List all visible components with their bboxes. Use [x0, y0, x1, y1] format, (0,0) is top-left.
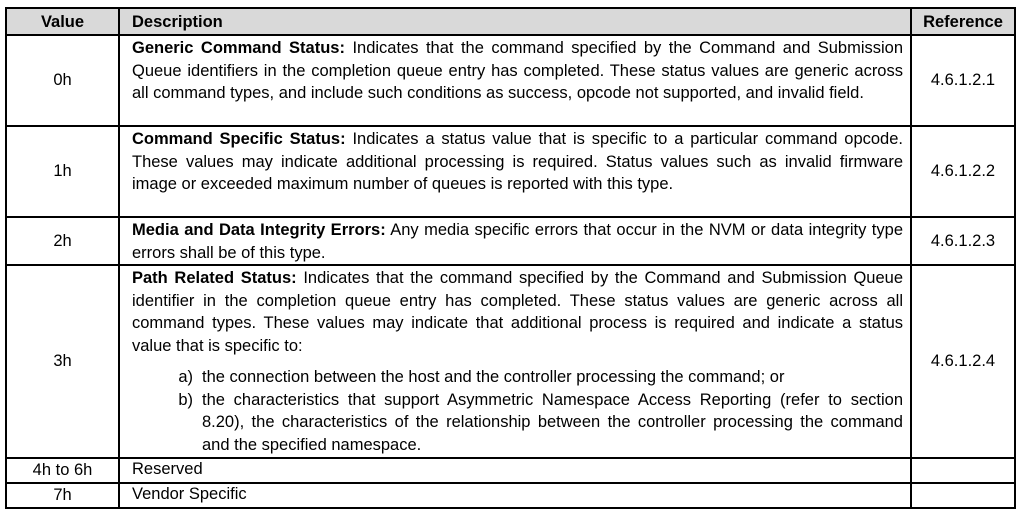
table-row	[6, 483, 1015, 508]
list-item-text: the connection between the host and the controller processing the command; or	[202, 368, 785, 386]
row-value: 2h	[6, 217, 119, 265]
table-header-row	[6, 8, 1015, 35]
row-reference	[911, 458, 1015, 483]
row-description	[119, 35, 911, 126]
row-description: Vendor Specific	[119, 483, 911, 508]
row-text: Indicates a status value that is specific to a particular command opcode. These values may indicate additional processing is required. Status values such as invalid firmware image or exceeded maximum number of queues is reported with this type.	[132, 130, 903, 193]
row-value: 0h	[6, 35, 119, 126]
list-marker: b)	[178, 390, 193, 409]
header-description: Description	[119, 8, 911, 35]
row-lead: Path Related Status:	[132, 269, 297, 287]
row-value: 1h	[6, 126, 119, 217]
row-reference: 4.6.1.2.3	[911, 217, 1015, 265]
table-row	[6, 265, 1015, 458]
row-text: Indicates that the command specified by the Command and Submission Queue identifiers in the completion queue entry has completed. These status values are generic across all command types, and include such conditions as success, opcode not supported, and invalid field.	[132, 39, 903, 102]
row-value: 7h	[6, 483, 119, 508]
row-text: Any media specific errors that occur in the NVM or data integrity type errors shall be of this type.	[132, 221, 903, 262]
list-item-text: the characteristics that support Asymmetric Namespace Access Reporting (refer to section 8.20), the characteristics of the relationship between the controller processing the command and the specified namespace.	[202, 390, 903, 454]
list-item	[132, 366, 903, 389]
table-row	[6, 217, 1015, 265]
header-reference: Reference	[911, 8, 1015, 35]
table-row	[6, 126, 1015, 217]
row-lead: Command Specific Status:	[132, 130, 346, 148]
table-row	[6, 458, 1015, 483]
row-reference: 4.6.1.2.2	[911, 126, 1015, 217]
row-description	[119, 217, 911, 265]
row-reference	[911, 483, 1015, 508]
row-description	[119, 265, 911, 458]
condition-list	[132, 366, 903, 456]
row-reference: 4.6.1.2.1	[911, 35, 1015, 126]
row-value: 4h to 6h	[6, 458, 119, 483]
row-lead: Generic Command Status:	[132, 39, 345, 57]
list-item	[132, 389, 903, 457]
list-marker: a)	[178, 368, 193, 386]
table-row	[6, 35, 1015, 126]
row-value: 3h	[6, 265, 119, 458]
row-lead: Media and Data Integrity Errors:	[132, 221, 386, 239]
status-code-type-table-container	[5, 7, 1016, 509]
row-reference: 4.6.1.2.4	[911, 265, 1015, 458]
row-description: Reserved	[119, 458, 911, 483]
header-value: Value	[6, 8, 119, 35]
row-description	[119, 126, 911, 217]
row-text: Indicates that the command specified by the Command and Submission Queue identifier in the completion queue entry has completed. These status values are generic across all command types. These values may indicate that additional process is required and indicate a status value that is specific to:	[132, 269, 903, 355]
status-code-type-table	[5, 7, 1016, 509]
